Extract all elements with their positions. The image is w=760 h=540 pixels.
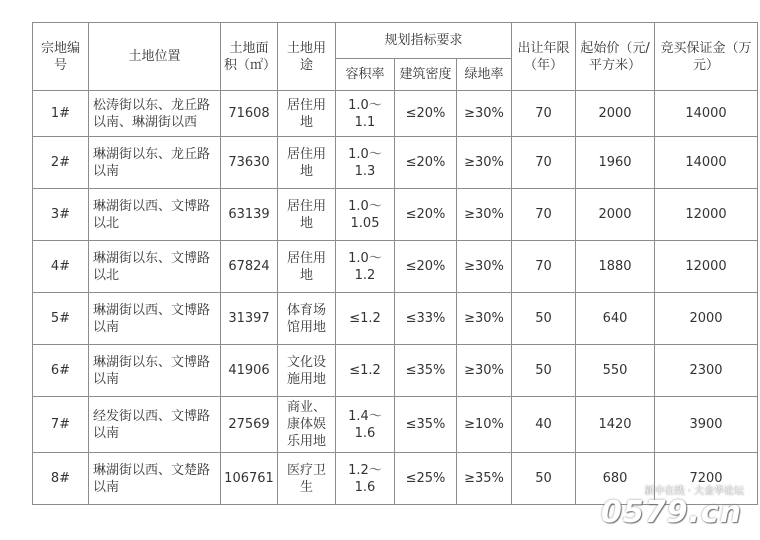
cell-use: 居住用地 [278, 137, 336, 189]
cell-start-price: 2000 [576, 189, 655, 241]
cell-area: 106761 [221, 453, 278, 505]
cell-far: ≤1.2 [336, 293, 395, 345]
cell-area: 31397 [221, 293, 278, 345]
cell-area: 71608 [221, 91, 278, 137]
cell-deposit: 2000 [655, 293, 758, 345]
cell-location: 琳湖街以西、文楚路以南 [89, 453, 221, 505]
table-row [33, 293, 758, 345]
table-row [33, 397, 758, 453]
cell-parcel-no: 7# [33, 397, 89, 453]
table-row [33, 345, 758, 397]
cell-density: ≤20% [395, 189, 457, 241]
cell-deposit: 7200 [655, 453, 758, 505]
cell-location: 琳湖街以东、龙丘路以南 [89, 137, 221, 189]
cell-density: ≤20% [395, 137, 457, 189]
table-row [33, 137, 758, 189]
cell-green: ≥30% [457, 189, 512, 241]
header-location: 土地位置 [89, 23, 221, 91]
cell-parcel-no: 4# [33, 241, 89, 293]
cell-start-price: 2000 [576, 91, 655, 137]
header-area: 土地面积（㎡） [221, 23, 278, 91]
header-term: 出让年限（年） [512, 23, 576, 91]
cell-parcel-no: 5# [33, 293, 89, 345]
cell-location: 琳湖街以西、文博路以南 [89, 293, 221, 345]
cell-green: ≥30% [457, 293, 512, 345]
cell-green: ≥30% [457, 91, 512, 137]
cell-term: 50 [512, 345, 576, 397]
cell-density: ≤33% [395, 293, 457, 345]
land-parcel-table [32, 22, 758, 505]
table-row [33, 189, 758, 241]
cell-start-price: 640 [576, 293, 655, 345]
cell-start-price: 1420 [576, 397, 655, 453]
cell-deposit: 14000 [655, 91, 758, 137]
cell-density: ≤35% [395, 345, 457, 397]
cell-green: ≥10% [457, 397, 512, 453]
cell-location: 松涛街以东、龙丘路以南、琳湖街以西 [89, 91, 221, 137]
cell-term: 50 [512, 293, 576, 345]
cell-start-price: 680 [576, 453, 655, 505]
cell-term: 70 [512, 137, 576, 189]
cell-use: 居住用地 [278, 189, 336, 241]
table-row [33, 91, 758, 137]
header-start-price: 起始价（元/平方米） [576, 23, 655, 91]
cell-deposit: 3900 [655, 397, 758, 453]
cell-start-price: 1960 [576, 137, 655, 189]
header-deposit: 竞买保证金（万元） [655, 23, 758, 91]
cell-use: 居住用地 [278, 241, 336, 293]
cell-term: 70 [512, 91, 576, 137]
cell-parcel-no: 3# [33, 189, 89, 241]
cell-term: 50 [512, 453, 576, 505]
cell-far: ≤1.2 [336, 345, 395, 397]
cell-use: 医疗卫生 [278, 453, 336, 505]
cell-start-price: 1880 [576, 241, 655, 293]
header-density: 建筑密度 [395, 59, 457, 91]
cell-location: 琳湖街以西、文博路以北 [89, 189, 221, 241]
cell-term: 40 [512, 397, 576, 453]
cell-far: 1.2～1.6 [336, 453, 395, 505]
header-far: 容积率 [336, 59, 395, 91]
cell-area: 41906 [221, 345, 278, 397]
header-planning: 规划指标要求 [336, 23, 512, 59]
cell-location: 琳湖街以东、文博路以北 [89, 241, 221, 293]
cell-far: 1.0～1.1 [336, 91, 395, 137]
cell-deposit: 14000 [655, 137, 758, 189]
header-green: 绿地率 [457, 59, 512, 91]
cell-location: 经发街以西、文博路以南 [89, 397, 221, 453]
cell-area: 67824 [221, 241, 278, 293]
cell-green: ≥30% [457, 345, 512, 397]
cell-location: 琳湖街以东、文博路以南 [89, 345, 221, 397]
cell-far: 1.0～1.2 [336, 241, 395, 293]
watermark-line1: 新中在线 · 大金华论坛 [644, 486, 744, 497]
cell-use: 商业、康体娱乐用地 [278, 397, 336, 453]
cell-green: ≥35% [457, 453, 512, 505]
cell-area: 27569 [221, 397, 278, 453]
cell-green: ≥30% [457, 137, 512, 189]
header-parcel-no: 宗地编号 [33, 23, 89, 91]
cell-density: ≤20% [395, 91, 457, 137]
cell-far: 1.0～1.05 [336, 189, 395, 241]
cell-start-price: 550 [576, 345, 655, 397]
cell-parcel-no: 8# [33, 453, 89, 505]
watermark-logo [556, 480, 746, 530]
cell-deposit: 12000 [655, 189, 758, 241]
table-row [33, 241, 758, 293]
cell-far: 1.4～1.6 [336, 397, 395, 453]
cell-use: 体育场馆用地 [278, 293, 336, 345]
cell-area: 63139 [221, 189, 278, 241]
cell-term: 70 [512, 241, 576, 293]
cell-deposit: 12000 [655, 241, 758, 293]
cell-density: ≤25% [395, 453, 457, 505]
cell-density: ≤35% [395, 397, 457, 453]
cell-parcel-no: 2# [33, 137, 89, 189]
cell-far: 1.0～1.3 [336, 137, 395, 189]
cell-use: 文化设施用地 [278, 345, 336, 397]
header-use: 土地用途 [278, 23, 336, 91]
cell-deposit: 2300 [655, 345, 758, 397]
cell-density: ≤20% [395, 241, 457, 293]
cell-use: 居住用地 [278, 91, 336, 137]
cell-area: 73630 [221, 137, 278, 189]
cell-parcel-no: 6# [33, 345, 89, 397]
watermark-line2: 0579.cn [600, 495, 742, 530]
cell-green: ≥30% [457, 241, 512, 293]
header-row-top [33, 23, 758, 59]
cell-term: 70 [512, 189, 576, 241]
cell-parcel-no: 1# [33, 91, 89, 137]
